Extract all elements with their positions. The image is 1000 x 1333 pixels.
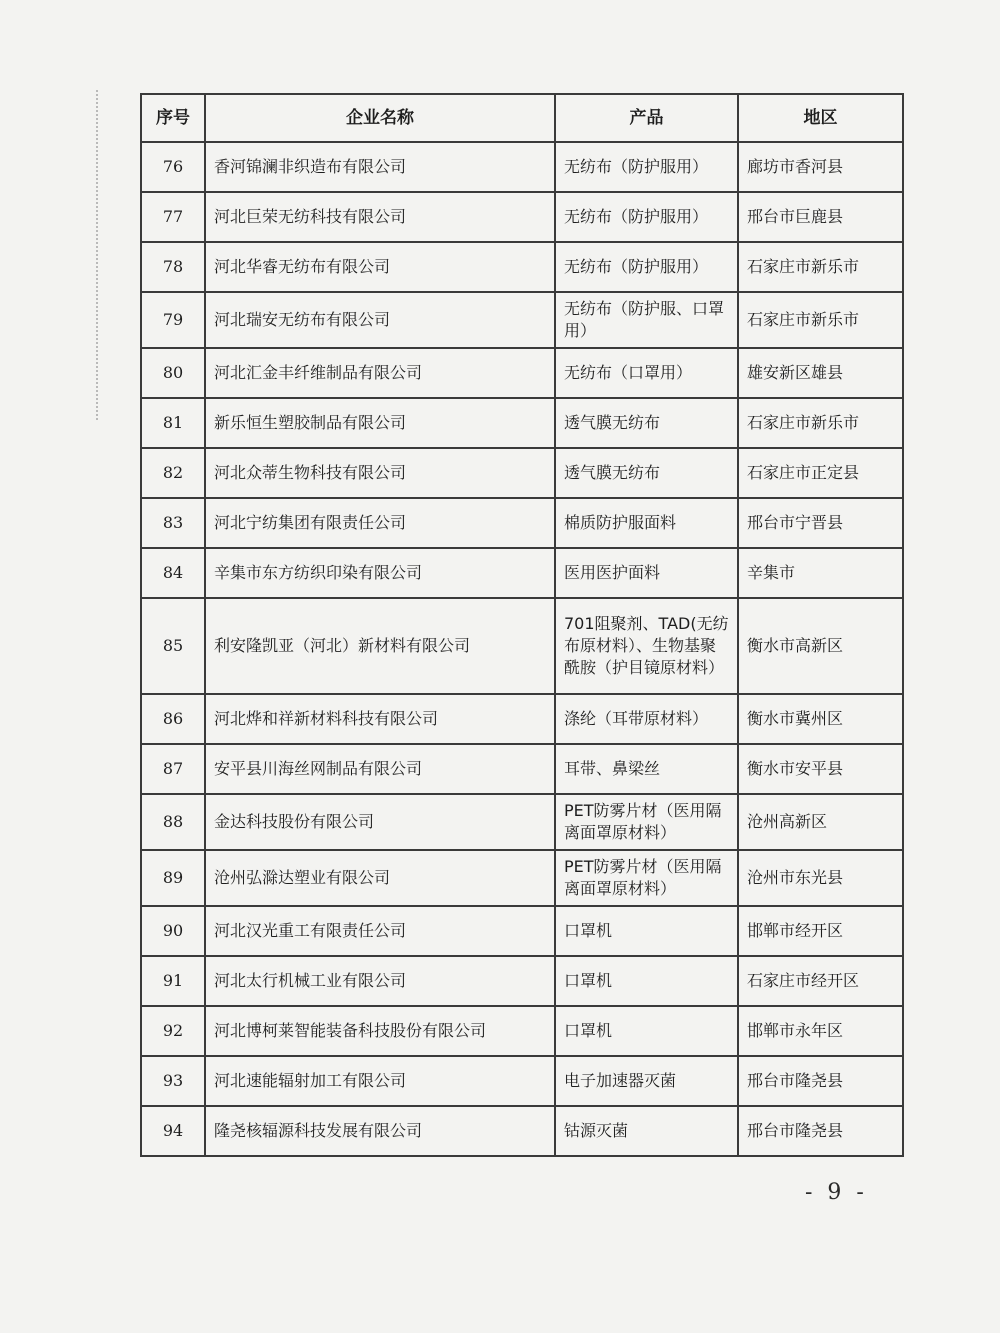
company-name: 金达科技股份有限公司 xyxy=(205,794,555,850)
region: 石家庄市新乐市 xyxy=(738,292,903,348)
enterprise-table xyxy=(140,93,904,1157)
row-number: 83 xyxy=(141,498,205,548)
row-number: 80 xyxy=(141,348,205,398)
header-serial-number: 序号 xyxy=(141,94,205,142)
company-name: 河北瑞安无纺布有限公司 xyxy=(205,292,555,348)
region: 衡水市高新区 xyxy=(738,598,903,694)
company-name: 河北博柯莱智能装备科技股份有限公司 xyxy=(205,1006,555,1056)
header-product: 产品 xyxy=(555,94,738,142)
region: 邢台市隆尧县 xyxy=(738,1106,903,1156)
region: 邯郸市经开区 xyxy=(738,906,903,956)
table-row xyxy=(141,744,903,794)
row-number: 86 xyxy=(141,694,205,744)
binding-margin-dots xyxy=(96,90,104,420)
table-row xyxy=(141,348,903,398)
product: 无纺布（口罩用） xyxy=(555,348,738,398)
row-number: 79 xyxy=(141,292,205,348)
table-row xyxy=(141,548,903,598)
product: 钴源灭菌 xyxy=(555,1106,738,1156)
region: 邯郸市永年区 xyxy=(738,1006,903,1056)
row-number: 78 xyxy=(141,242,205,292)
row-number: 82 xyxy=(141,448,205,498)
product: 口罩机 xyxy=(555,956,738,1006)
table-row xyxy=(141,142,903,192)
row-number: 84 xyxy=(141,548,205,598)
row-number: 77 xyxy=(141,192,205,242)
table-row xyxy=(141,906,903,956)
region: 衡水市安平县 xyxy=(738,744,903,794)
company-name: 河北太行机械工业有限公司 xyxy=(205,956,555,1006)
company-name: 河北汇金丰纤维制品有限公司 xyxy=(205,348,555,398)
table-row xyxy=(141,398,903,448)
product: 医用医护面料 xyxy=(555,548,738,598)
table-row xyxy=(141,850,903,906)
row-number: 76 xyxy=(141,142,205,192)
table-row xyxy=(141,794,903,850)
product: 涤纶（耳带原材料） xyxy=(555,694,738,744)
table-row xyxy=(141,1006,903,1056)
company-name: 利安隆凯亚（河北）新材料有限公司 xyxy=(205,598,555,694)
product: 口罩机 xyxy=(555,906,738,956)
company-name: 辛集市东方纺织印染有限公司 xyxy=(205,548,555,598)
company-name: 河北汉光重工有限责任公司 xyxy=(205,906,555,956)
product: 棉质防护服面料 xyxy=(555,498,738,548)
company-name: 河北烨和祥新材料科技有限公司 xyxy=(205,694,555,744)
company-name: 安平县川海丝网制品有限公司 xyxy=(205,744,555,794)
row-number: 90 xyxy=(141,906,205,956)
table-row xyxy=(141,498,903,548)
region: 雄安新区雄县 xyxy=(738,348,903,398)
region: 邢台市巨鹿县 xyxy=(738,192,903,242)
company-name: 河北宁纺集团有限责任公司 xyxy=(205,498,555,548)
region: 衡水市冀州区 xyxy=(738,694,903,744)
table-row xyxy=(141,1056,903,1106)
row-number: 89 xyxy=(141,850,205,906)
product: 电子加速器灭菌 xyxy=(555,1056,738,1106)
company-name: 河北巨荣无纺科技有限公司 xyxy=(205,192,555,242)
table-row xyxy=(141,1106,903,1156)
region: 邢台市隆尧县 xyxy=(738,1056,903,1106)
product: 无纺布（防护服用） xyxy=(555,142,738,192)
product: 口罩机 xyxy=(555,1006,738,1056)
row-number: 93 xyxy=(141,1056,205,1106)
company-name: 河北华睿无纺布有限公司 xyxy=(205,242,555,292)
row-number: 81 xyxy=(141,398,205,448)
table-body xyxy=(141,142,903,1156)
region: 石家庄市新乐市 xyxy=(738,398,903,448)
table-row xyxy=(141,448,903,498)
page-number: - 9 - xyxy=(805,1180,868,1205)
product: PET防雾片材（医用隔离面罩原材料） xyxy=(555,850,738,906)
company-name: 河北众蒂生物科技有限公司 xyxy=(205,448,555,498)
header-company-name: 企业名称 xyxy=(205,94,555,142)
row-number: 88 xyxy=(141,794,205,850)
table-row xyxy=(141,956,903,1006)
row-number: 92 xyxy=(141,1006,205,1056)
table-row xyxy=(141,242,903,292)
row-number: 85 xyxy=(141,598,205,694)
product: 透气膜无纺布 xyxy=(555,448,738,498)
table-row xyxy=(141,192,903,242)
table-row xyxy=(141,292,903,348)
region: 石家庄市经开区 xyxy=(738,956,903,1006)
row-number: 87 xyxy=(141,744,205,794)
company-name: 香河锦澜非织造布有限公司 xyxy=(205,142,555,192)
product: 透气膜无纺布 xyxy=(555,398,738,448)
company-name: 沧州弘滁达塑业有限公司 xyxy=(205,850,555,906)
region: 石家庄市正定县 xyxy=(738,448,903,498)
region: 邢台市宁晋县 xyxy=(738,498,903,548)
region: 廊坊市香河县 xyxy=(738,142,903,192)
company-name: 隆尧核辐源科技发展有限公司 xyxy=(205,1106,555,1156)
table-row xyxy=(141,694,903,744)
row-number: 91 xyxy=(141,956,205,1006)
row-number: 94 xyxy=(141,1106,205,1156)
region: 辛集市 xyxy=(738,548,903,598)
product: 无纺布（防护服、口罩用） xyxy=(555,292,738,348)
product: 无纺布（防护服用） xyxy=(555,192,738,242)
region: 石家庄市新乐市 xyxy=(738,242,903,292)
product: 701阻聚剂、TAD(无纺布原材料）、生物基聚酰胺（护目镜原材料） xyxy=(555,598,738,694)
region: 沧州市东光县 xyxy=(738,850,903,906)
company-name: 河北速能辐射加工有限公司 xyxy=(205,1056,555,1106)
company-name: 新乐恒生塑胶制品有限公司 xyxy=(205,398,555,448)
header-region: 地区 xyxy=(738,94,903,142)
table-row xyxy=(141,598,903,694)
table-header xyxy=(141,94,903,142)
product: PET防雾片材（医用隔离面罩原材料） xyxy=(555,794,738,850)
region: 沧州高新区 xyxy=(738,794,903,850)
header-row xyxy=(141,94,903,142)
product: 耳带、鼻梁丝 xyxy=(555,744,738,794)
product: 无纺布（防护服用） xyxy=(555,242,738,292)
